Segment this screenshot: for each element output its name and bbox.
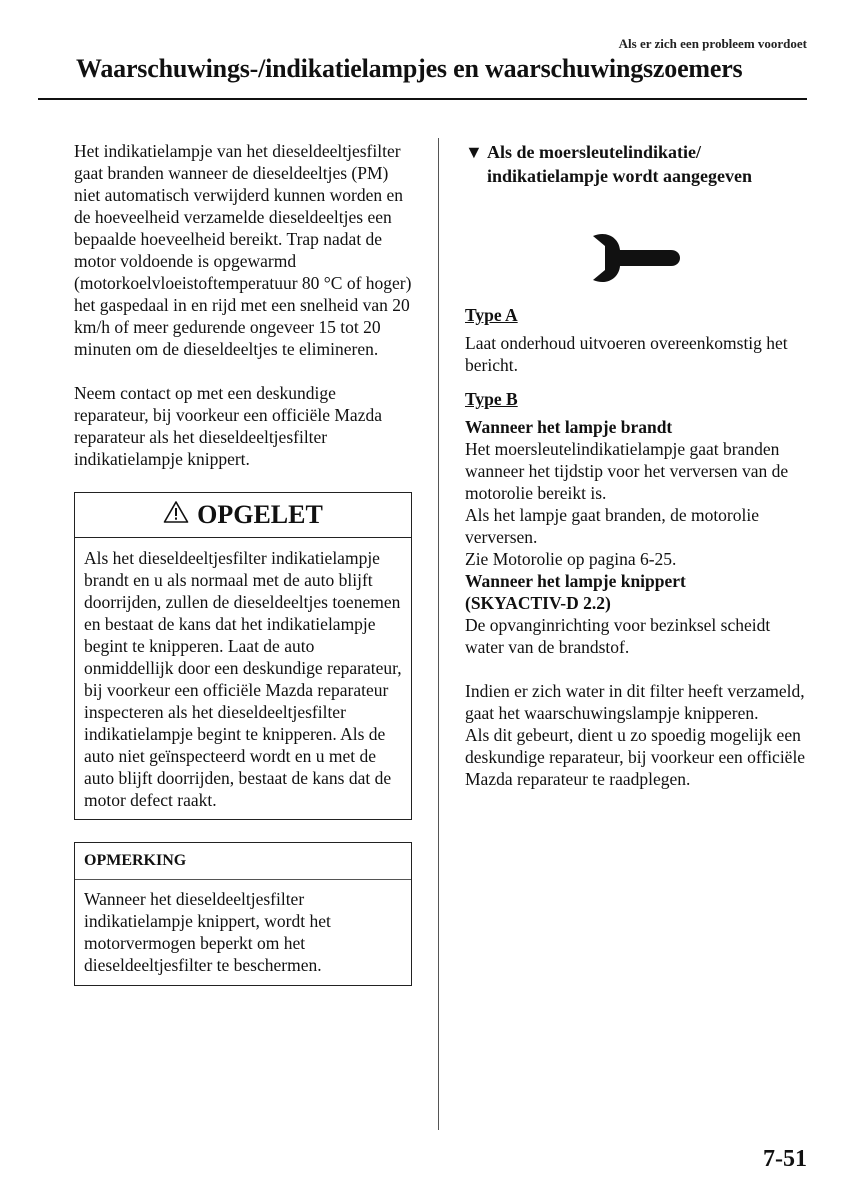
lamp-lit-reference: Zie Motorolie op pagina 6-25. xyxy=(465,549,677,569)
triangle-marker-icon: ▼ xyxy=(465,142,483,162)
dpf-contact-paragraph: Neem contact op met een deskundige reparateur, bij voorkeur een officiële Mazda reparateur als het dieseldeeltjesfilter indikatielampje knippert. xyxy=(74,383,382,469)
note-body xyxy=(75,880,411,985)
left-column xyxy=(74,140,412,986)
section-label: Als er zich een probleem voordoet xyxy=(618,36,807,51)
caution-title: OPGELET xyxy=(197,500,323,529)
wrench-heading-text: Als de moersleutelindikatie/ indikatielampje wordt aangegeven xyxy=(487,142,752,186)
lamp-lit-heading: Wanneer het lampje brandt xyxy=(465,417,673,437)
type-a-label: Type A xyxy=(465,305,518,325)
dpf-intro-paragraph: Het indikatielampje van het dieseldeeltjesfilter gaat branden wanneer de dieseldeeltjes (PM) niet automatisch verwijderd kunnen worden en de hoeveelheid verzamelde dieseldeeltjes een bepaalde hoeveelheid bereikt. Trap nadat de motor voldoende is opgewarmd (motorkoelvloeistoftemperatuur 80 °C of hoger) het gaspedaal in en rijd met een snelheid van 20 km/h of meer gedurende ongeveer 15 tot 20 minuten om de dieseldeeltjes te elimineren. xyxy=(74,141,412,359)
lamp-blink-heading: Wanneer het lampje knippert xyxy=(465,571,686,591)
note-header: OPMERKING xyxy=(75,843,411,880)
lamp-blink-text: De opvanginrichting voor bezinksel scheidt water van de brandstof. xyxy=(465,615,771,657)
right-column xyxy=(465,140,810,790)
page-number: 7-51 xyxy=(763,1146,807,1172)
header-rule xyxy=(38,98,807,100)
type-a-text: Laat onderhoud uitvoeren overeenkomstig het bericht. xyxy=(465,333,788,375)
wrench-indicator-heading xyxy=(465,140,810,188)
caution-box xyxy=(74,492,412,820)
warning-triangle-icon xyxy=(163,500,189,531)
wrench-icon xyxy=(585,228,685,288)
lamp-blink-engine: (SKYACTIV-D 2.2) xyxy=(465,593,611,613)
water-filter-text-1: Indien er zich water in dit filter heeft verzameld, gaat het waarschuwingslampje knipperen. xyxy=(465,681,805,723)
page-title: Waarschuwings-/indikatielampjes en waarschuwingszoemers xyxy=(76,54,743,83)
note-box xyxy=(74,842,412,986)
lamp-lit-text-1: Het moersleutelindikatielampje gaat branden wanneer het tijdstip voor het verversen van de motorolie bereikt is. xyxy=(465,439,789,503)
water-filter-text-2: Als dit gebeurt, dient u zo spoedig mogelijk een deskundige reparateur, bij voorkeur een officiële Mazda reparateur te raadplegen. xyxy=(465,725,806,789)
type-b-label: Type B xyxy=(465,389,518,409)
note-text: Wanneer het dieseldeeltjesfilter indikatielampje knippert, wordt het motorvermogen beperkt om het dieseldeeltjesfilter te beschermen. xyxy=(84,889,331,975)
caution-header xyxy=(75,493,411,538)
caution-body xyxy=(75,538,411,819)
column-divider xyxy=(438,138,439,1130)
caution-text: Als het dieseldeeltjesfilter indikatielampje brandt en u als normaal met de auto blijft doorrijden, zullen de dieseldeeltjes toenemen en bestaat de kans dat het indikatielampje begint te knipperen. Laat de auto onmiddellijk door een deskundige reparateur, bij voorkeur een officiële Mazda reparateur inspecteren als het dieseldeeltjesfilter indikatielampje begint te knipperen. Als de auto niet geïnspecteerd wordt en u met de auto blijft doorrijden, bestaat de kans dat de motor defect raakt. xyxy=(84,548,402,810)
lamp-lit-text-2: Als het lampje gaat branden, de motorolie verversen. xyxy=(465,505,760,547)
